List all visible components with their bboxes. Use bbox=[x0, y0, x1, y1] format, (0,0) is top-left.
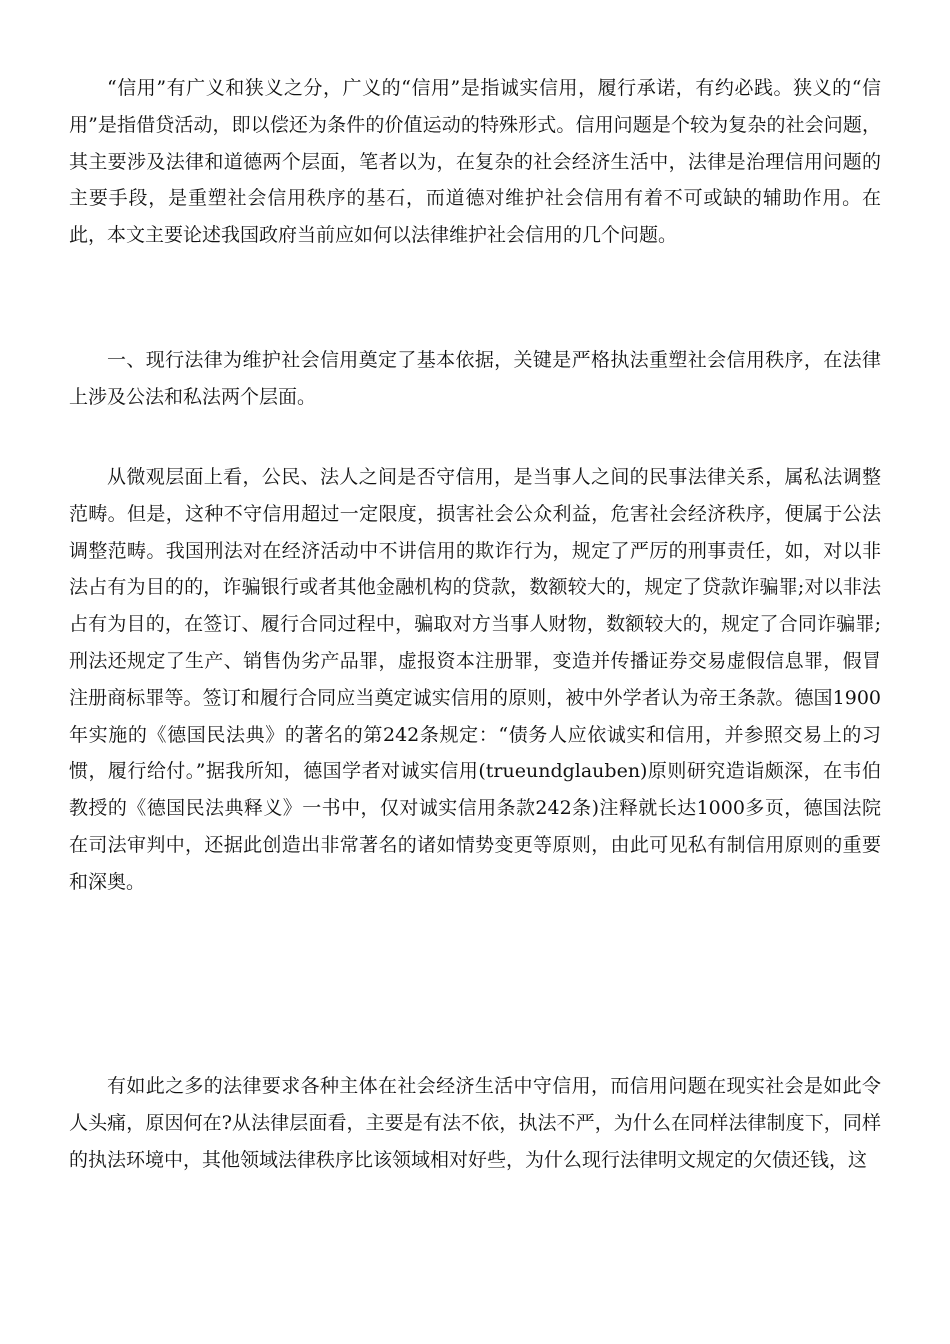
paragraph-intro: “信用”有广义和狭义之分，广义的“信用”是指诚实信用，履行承诺，有约必践。狭义的“信用”是指借贷活动，即以偿还为条件的价值运动的特殊形式。信用问题是个较为复杂的社会问题，其主要涉及法律和道德两个层面，笔者以为，在复杂的社会经济生活中，法律是治理信用问题的主要手段，是重塑社会信用秩序的基石，而道德对维护社会信用有着不可或缺的辅助作用。在此，本文主要论述我国政府当前应如何以法律维护社会信用的几个问题。 bbox=[69, 77, 881, 247]
paragraph-micro-level: 从微观层面上看，公民、法人之间是否守信用，是当事人之间的民事法律关系，属私法调整范畴。但是，这种不守信用超过一定限度，损害社会公众利益，危害社会经济秩序，便属于公法调整范畴。我国刑法对在经济活动中不讲信用的欺诈行为，规定了严厉的刑事责任，如，对以非法占有为目的的，诈骗银行或者其他金融机构的贷款，数额较大的，规定了贷款诈骗罪;对以非法占有为目的，在签订、履行合同过程中，骗取对方当事人财物，数额较大的，规定了合同诈骗罪;刑法还规定了生产、销售伪劣产品罪，虚报资本注册罪，变造并传播证券交易虚假信息罪，假冒注册商标罪等。签订和履行合同应当奠定诚实信用的原则，被中外学者认为帝王条款。德国1900年实施的《德国民法典》的著名的第242条规定：“债务人应依诚实和信用，并参照交易上的习惯，履行给付。”据我所知，德国学者对诚实信用(trueundglauben)原则研究造诣颇深，在韦伯教授的《德国民法典释义》一书中，仅对诚实信用条款242条)注释就长达1000多页，德国法院在司法审判中，还据此创造出非常著名的诸如情势变更等原则，由此可见私有制信用原则的重要和深奥。 bbox=[69, 466, 881, 893]
paragraph-causes: 有如此之多的法律要求各种主体在社会经济生活中守信用，而信用问题在现实社会是如此令人头痛，原因何在?从法律层面看，主要是有法不依，执法不严，为什么在同样法律制度下，同样的执法环境中，其他领域法律秩序比该领域相对好些，为什么现行法律明文规定的欠债还钱，这 bbox=[69, 1075, 881, 1171]
paragraph-section-heading: 一、现行法律为维护社会信用奠定了基本依据，关键是严格执法重塑社会信用秩序，在法律上涉及公法和私法两个层面。 bbox=[69, 349, 881, 408]
